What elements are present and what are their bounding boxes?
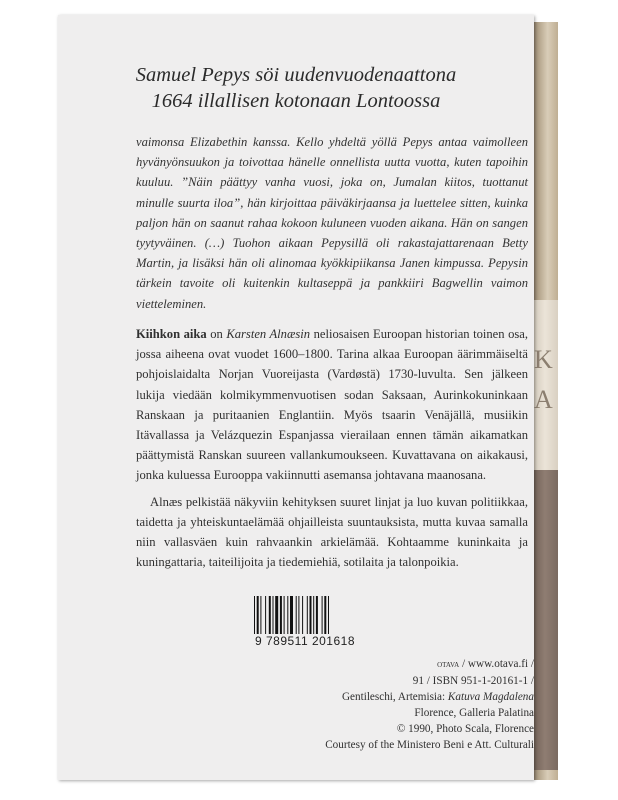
credit-title: Katuva Magdalena (447, 691, 534, 703)
headline-line-2: 1664 illallisen kotonaan Lontoossa (151, 90, 441, 112)
barcode-bar (310, 596, 312, 634)
cover-art-location: Florence, Galleria Palatina (414, 707, 534, 719)
paragraph-1-text: neliosaisen Euroopan historian toinen osa, jossa aiheena ovat vuodet 1600–1800. Tarina alkaa Euroopan äärimmäiseltä pohjoislaidalta Norjan Vuoreijasta (Vardøstä) 1730-luvulta. Sen jälkeen lukija viedään kolmikymmenvuotisen sodan Saksaan, Aurinkokuninkaan Ranskaan ja puritaanien Englantiin. Myös tsaarin Venäjällä, musiikin Itävallassa ja Velázquezin Espanjassa vierailaan ennen tämän aikamatkan päättymistä Ranskan suureen vallankumoukseen. Kuvattavana on aikakausi, jonka kuluessa Eurooppa vakiinnutti asemansa johtavana maanosana. (136, 327, 529, 483)
isbn-line: 91 / ISBN 951-1-20161-1 / (412, 675, 534, 687)
barcode-bar (290, 596, 293, 634)
colophon (136, 656, 534, 753)
barcode-bar (313, 596, 314, 634)
author-name: Karsten Alnæsin (226, 327, 311, 341)
barcode-bar (316, 596, 318, 634)
barcode-bar (254, 596, 255, 634)
book-title: Kiihkon aika (136, 327, 207, 341)
courtesy-line: Courtesy of the Ministero Beni e Att. Culturali (325, 739, 534, 751)
publisher-line (136, 656, 534, 673)
description-paragraph-1 (136, 324, 528, 486)
spine-dark-band (532, 470, 558, 770)
barcode-bar (273, 596, 274, 634)
barcode-bar (302, 596, 303, 634)
diary-quote: vaimonsa Elizabethin kanssa. Kello yhdeltä yöllä Pepys antaa vaimolleen hyvänyönsuukon ja toivottaa hänelle onnellista uutta vuotta, kuten tapoihin kuuluu. ”Näin päättyy vanha vuosi, joka on, Jumalan kiitos, tuottanut minulle suurta iloa”, hän kirjoittaa päiväkirjaansa ja luettelee sitten, kuinka paljon hän on saanut rahaa kokoon kuluneen vuoden aikana. Hän on sangen tyytyväinen. (…) Tuohon aikaan Pepysillä oli rakastajattarenaan Betty Martin, ja lisäksi hän oli alinomaa kyökkipiikansa Janen kimpussa. Pepysin tärkein tavoite oli kuitenkin kultaseppä ja pankkiiri Bagwellin vaimon vietteleminen. (136, 135, 528, 311)
barcode-bar (287, 596, 288, 634)
barcode-bar (260, 596, 261, 634)
barcode-bar (296, 596, 297, 634)
barcode-bar (324, 596, 326, 634)
headline (58, 62, 534, 114)
headline-line-1: Samuel Pepys söi uudenvuodenaattona (135, 64, 457, 86)
barcode-bar (298, 596, 299, 634)
credit-artist: Gentileschi, Artemisia: (341, 691, 448, 703)
spine-letters: K A (534, 345, 553, 414)
barcode-bar (284, 596, 285, 634)
barcode-bar (257, 596, 259, 634)
text-on: on (206, 327, 227, 341)
barcode-bar (269, 596, 271, 634)
barcode-bar (328, 596, 329, 634)
barcode-bar (275, 596, 278, 634)
barcode-number: 9 789511 201618 (254, 634, 356, 648)
photo-copyright: © 1990, Photo Scala, Florence (396, 723, 534, 735)
barcode-bar (307, 596, 308, 634)
publisher-url: / www.otava.fi / (459, 658, 534, 670)
back-cover (58, 15, 534, 780)
cover-art-credit (136, 689, 534, 705)
barcode-bar (265, 596, 266, 634)
isbn-barcode (253, 596, 353, 634)
publisher-name: otava (437, 659, 460, 670)
barcode-bar (280, 596, 282, 634)
barcode-bar (322, 596, 323, 634)
description-paragraph-2: Alnæs pelkistää näkyviin kehityksen suuret linjat ja luo kuvan politiikkaa, taidetta ja yhteiskuntaelämää ohjailleista suuntauksista, mutta kuvaa samalla niin vallasväen kuin rahvaankin arkielämää. Kohtaamme kuninkaita ja kuningattaria, taiteilijoita ja tiedemiehiä, sotilaita ja talonpoikia. (136, 494, 528, 570)
book-description (136, 324, 528, 572)
